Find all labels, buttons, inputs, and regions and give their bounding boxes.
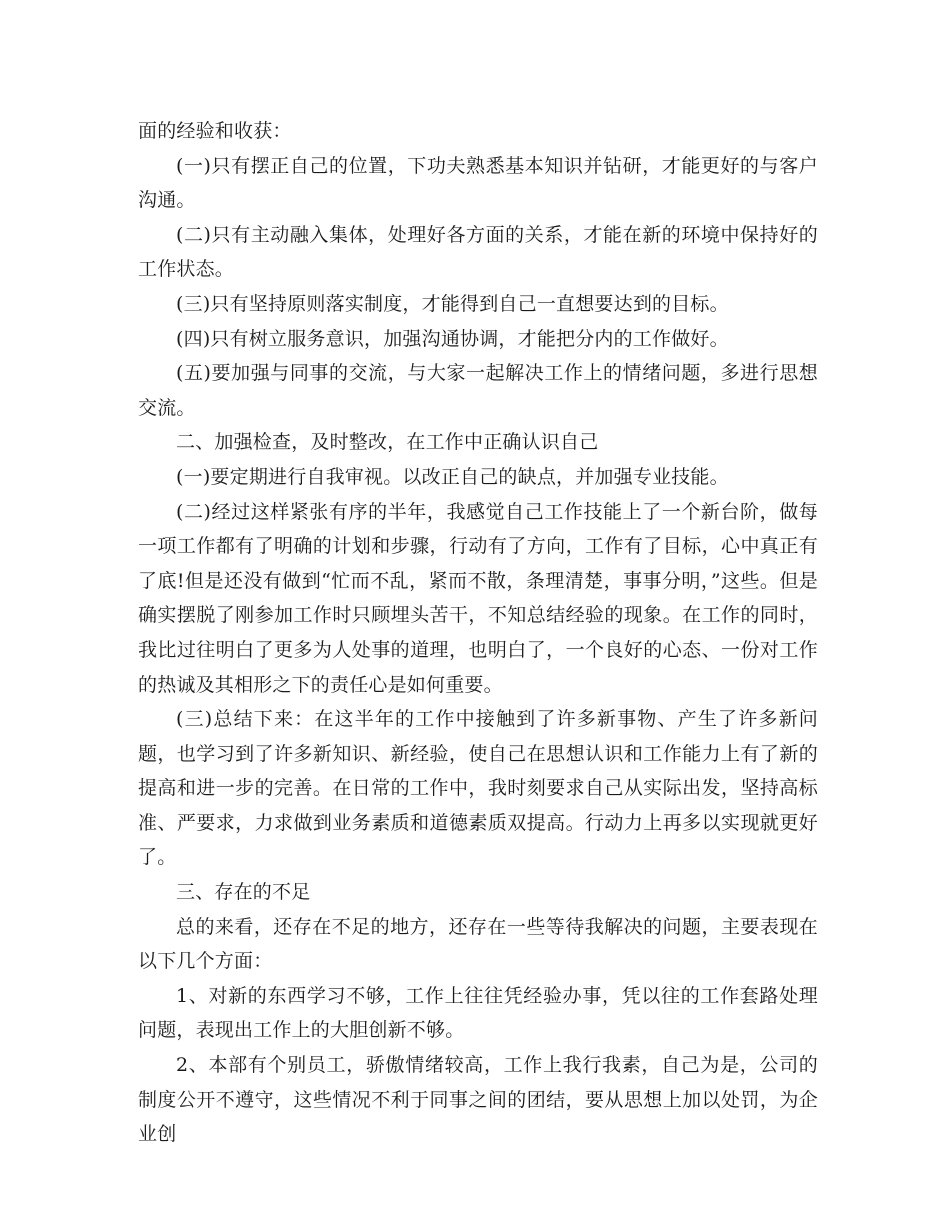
paragraph: (三)只有坚持原则落实制度，才能得到自己一直想要达到的目标。: [176, 292, 729, 315]
paragraph: 总的来看，还存在不足的地方，还存在一些等待我解决的问题，主要表现在以下几个方面：: [138, 915, 818, 973]
paragraph: 面的经验和收获：: [138, 120, 292, 142]
section-heading: 二、加强检查，及时整改，在工作中正确认识自己: [176, 431, 599, 454]
paragraph: (二)经过这样紧张有序的半年，我感觉自己工作技能上了一个新台阶，做每一项工作都有了明确的计划和步骤，行动有了方向，工作有了目标，心中真正有了底!但是还没有做到“忙而不乱，紧而不散，条理清楚，事事分明，”这些。但是确实摆脱了刚参加工作时只顾埋头苦干，不知总结经验的现象。在工作的同时，我比过往明白了更多为人处事的道理，也明白了，一个良好的心态、一份对工作的热诚及其相形之下的责任心是如何重要。: [138, 500, 818, 696]
section-heading: 三、存在的不足: [176, 881, 311, 904]
paragraph: (四)只有树立服务意识，加强沟通协调，才能把分内的工作做好。: [176, 327, 729, 350]
paragraph: 2、本部有个别员工，骄傲情绪较高，工作上我行我素，自己为是，公司的制度公开不遵守，这些情况不利于同事之间的团结，要从思想上加以处罚，为企业创: [138, 1054, 818, 1146]
paragraph: (三)总结下来：在这半年的工作中接触到了许多新事物、产生了许多新问题，也学习到了许多新知识、新经验，使自己在思想认识和工作能力上有了新的提高和进一步的完善。在日常的工作中，我时刻要求自己从实际出发，坚持高标准、严要求，力求做到业务素质和道德素质双提高。行动力上再多以实现就更好了。: [138, 708, 818, 869]
paragraph: (一)要定期进行自我审视。以改正自己的缺点，并加强专业技能。: [176, 465, 729, 488]
document-page: [138, 114, 818, 1152]
paragraph: 1、对新的东西学习不够，工作上往往凭经验办事，凭以往的工作套路处理问题，表现出工作上的大胆创新不够。: [138, 984, 818, 1042]
paragraph: (五)要加强与同事的交流，与大家一起解决工作上的情绪问题，多进行思想交流。: [138, 362, 818, 419]
paragraph: (一)只有摆正自己的位置，下功夫熟悉基本知识并钻研，才能更好的与客户沟通。: [138, 154, 818, 212]
paragraph: (二)只有主动融入集体，处理好各方面的关系，才能在新的环境中保持好的工作状态。: [138, 223, 818, 281]
